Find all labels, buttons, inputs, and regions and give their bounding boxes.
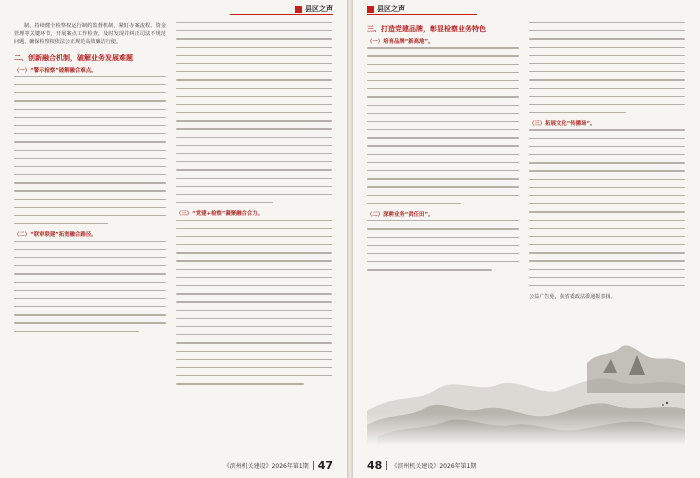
right-header-rule [367,14,477,15]
right-page-number: 48 [367,459,383,472]
left-subheading-2: （二）“联审联建”拓宽融合路径。 [14,232,97,239]
ink-landscape-painting [367,333,685,445]
left-page [0,0,347,478]
left-page-column-2 [176,22,332,391]
left-header-rule [230,14,333,15]
red-square-icon [295,6,302,13]
left-section-title: 二、创新融合机制，破解业务发展难题 [14,53,133,62]
red-square-icon [367,6,374,13]
right-col2-bottom-line: 公益广告免，获省委政法委通报表扬。 [529,294,616,301]
left-col1-top-paragraph: 制，持续健全检察权运行制约监督机制，紧盯办案流程、资金管理等关键环节，开展案点工作检查，及时发现并纠正司法不规范问题，确保检察权依法公正规范高效廉洁行使。 [14,23,166,46]
right-subheading-2: （二）深耕业务“责任田”。 [367,211,434,218]
right-header-tag: 县区之声 [367,4,405,14]
left-col1-body-lines [14,76,166,225]
left-header-tag: 县区之声 [295,4,333,14]
left-footer [224,459,333,472]
right-footer-text: 《滨州机关建设》2026年第1期 [391,463,477,470]
left-footer-text: 《滨州机关建设》2026年第1期 [223,463,309,470]
right-page-column-1 [367,22,519,277]
left-page-column-1 [14,22,166,339]
left-subheading-1: （一）“警示检察”破解融合难点。 [14,67,97,74]
right-page-column-2 [529,22,685,302]
left-subheading-3: （三）“党建+检察”凝聚融合合力。 [176,211,264,218]
right-footer [367,459,476,472]
right-section-title: 三、打造党建品牌，彰显检察业务特色 [367,25,486,33]
right-page [353,0,700,478]
left-page-number: 47 [317,459,333,472]
right-subheading-1: （一）培育品牌“新高地”。 [367,39,434,45]
right-subheading-3: （三）拓展文化“传播场”。 [529,121,596,128]
